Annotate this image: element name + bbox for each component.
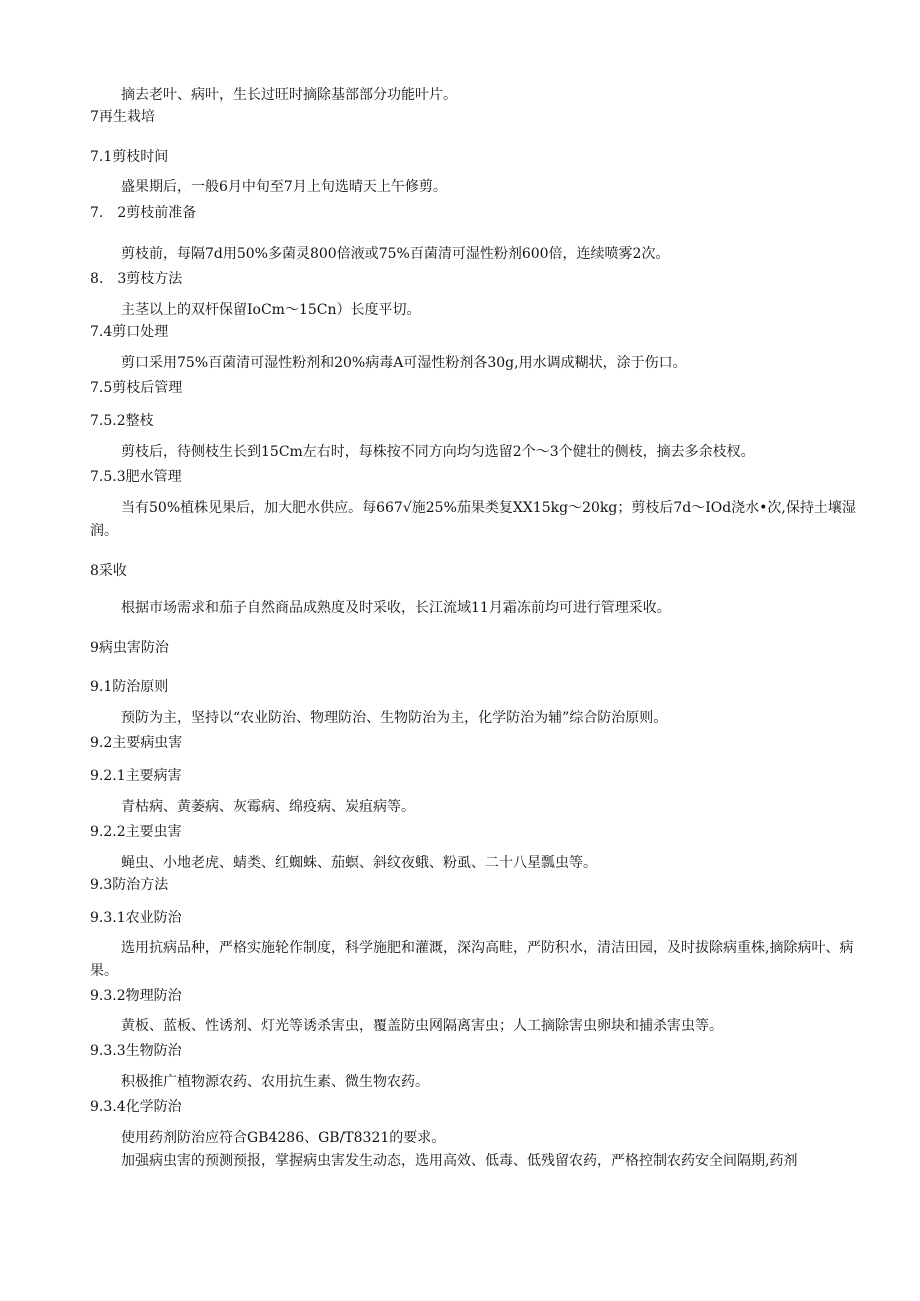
paragraph: 当有50%植株见果后，加大肥水供应。每667√施25%茄果类复XX15kg～20kg；剪枝后7d～IOd浇水•次,保持土壤湿润。 — [90, 500, 856, 539]
subsection-heading: 7.5.3肥水管理 — [90, 469, 182, 485]
paragraph: 剪枝前，每隔7d用50%多菌灵800倍液或75%百菌清可湿性粉剂600倍，连续喷雾2次。 — [121, 246, 670, 262]
subsection-heading: 7. 2剪枝前准备 — [90, 205, 197, 221]
section-heading: 8采收 — [90, 563, 127, 579]
paragraph: 黄板、蓝板、性诱剂、灯光等诱杀害虫，覆盖防虫网隔离害虫；人工摘除害虫卵块和捕杀害虫等。 — [121, 1018, 723, 1034]
subsection-heading: 9.1防治原则 — [90, 679, 169, 695]
subsection-heading: 9.2主要病虫害 — [90, 735, 183, 751]
subsection-heading: 9.3防治方法 — [90, 877, 169, 893]
subsection-heading: 9.3.2物理防治 — [90, 988, 182, 1004]
paragraph: 选用抗病品种，严格实施轮作制度，科学施肥和灌溉，深沟高畦，严防积水，清洁田园，及时拔除病重株,摘除病叶、病果。 — [90, 940, 854, 979]
paragraph: 蝇虫、小地老虎、蜻类、红蜘蛛、茄螟、斜纹夜蛾、粉虱、二十八星瓢虫等。 — [121, 855, 597, 871]
paragraph: 盛果期后，一般6月中旬至7月上旬选晴天上午修剪。 — [121, 179, 447, 195]
paragraph: 剪枝后，待侧枝生长到15Cm左右时，每株按不同方向均匀选留2个～3个健壮的侧枝，摘去多余枝杈。 — [121, 444, 755, 460]
paragraph: 根据市场需求和茄子自然商品成熟度及时采收，长江流域11月霜冻前均可进行管理采收。 — [121, 600, 671, 616]
paragraph: 青枯病、黄萎病、灰霉病、绵疫病、炭疽病等。 — [121, 799, 415, 815]
subsection-heading: 8. 3剪枝方法 — [90, 271, 183, 287]
paragraph: 预防为主，坚持以“农业防治、物理防治、生物防治为主，化学防治为辅”综合防治原则。 — [121, 710, 668, 726]
subsection-heading: 9.3.1农业防治 — [90, 910, 182, 926]
section-heading: 7再生栽培 — [90, 109, 155, 125]
subsection-heading: 7.4剪口处理 — [90, 324, 169, 340]
paragraph: 摘去老叶、病叶，生长过旺时摘除基部部分功能叶片。 — [121, 87, 457, 103]
paragraph: 积极推广植物源农药、农用抗生素、微生物农药。 — [121, 1074, 429, 1090]
paragraph: 加强病虫害的预测预报，掌握病虫害发生动态，选用高效、低毒、低残留农药，严格控制农药安全间隔期,药剂 — [121, 1153, 798, 1169]
paragraph: 剪口采用75%百菌清可湿性粉剂和20%病毒A可湿性粉剂各30g,用水调成糊状，涂于伤口。 — [121, 355, 687, 371]
subsection-heading: 9.3.4化学防治 — [90, 1099, 182, 1115]
section-heading: 9病虫害防治 — [90, 640, 169, 656]
paragraph: 主茎以上的双杆保留IoCm～15Cn）长度平切。 — [121, 302, 421, 318]
paragraph: 使用药剂防治应符合GB4286、GB/T8321的要求。 — [121, 1130, 446, 1146]
subsection-heading: 9.2.2主要虫害 — [90, 824, 182, 840]
subsection-heading: 7.5剪枝后管理 — [90, 380, 183, 396]
subsection-heading: 7.1剪枝时间 — [90, 149, 169, 165]
subsection-heading: 9.2.1主要病害 — [90, 768, 182, 784]
subsection-heading: 9.3.3生物防治 — [90, 1043, 182, 1059]
subsection-heading: 7.5.2整枝 — [90, 413, 154, 429]
